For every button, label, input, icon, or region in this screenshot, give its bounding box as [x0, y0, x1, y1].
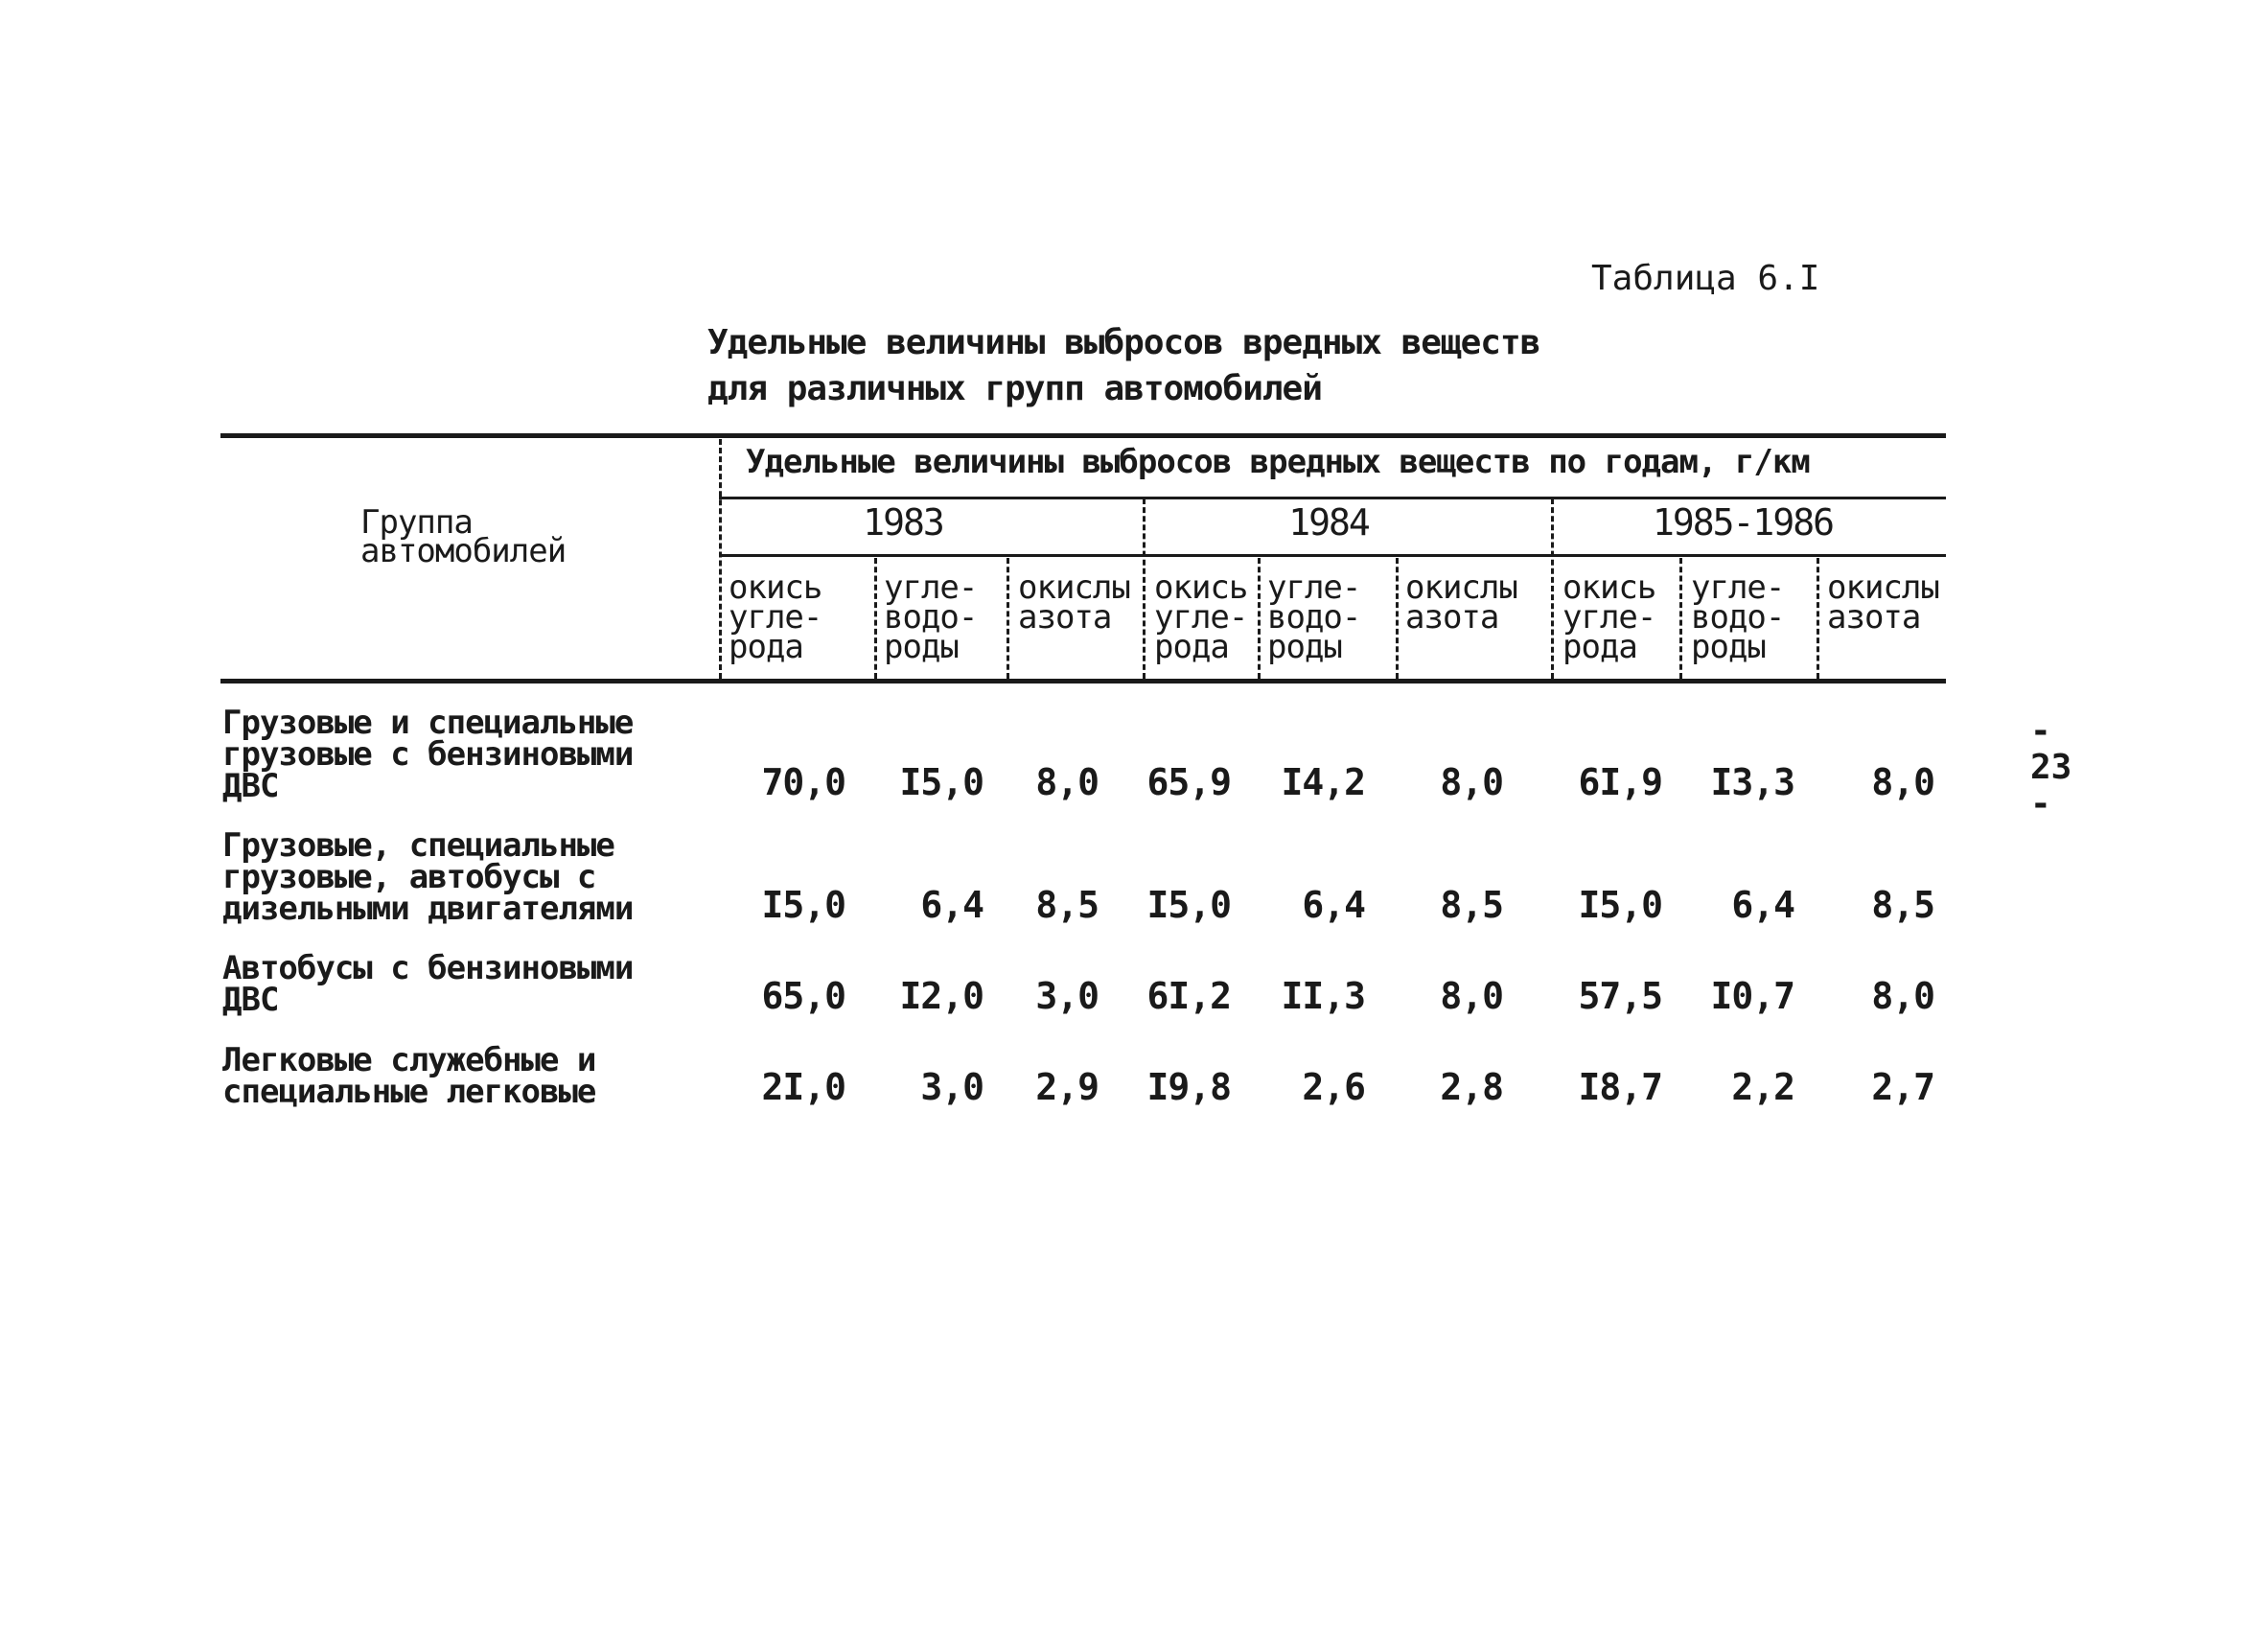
divider-group-column	[719, 439, 722, 679]
title-line-2: для различных групп автомобилей	[707, 369, 1322, 408]
subheader-hc-1985: угле- водо- роды	[1691, 568, 1785, 666]
divider-year-1984	[1143, 498, 1146, 679]
row-2-group: Грузовые, специальные грузовые, автобусы с дизельными двигателями	[222, 826, 634, 928]
divider-sub-3	[1258, 558, 1261, 679]
year-header-rule	[719, 554, 1946, 557]
span-header-rule	[719, 497, 1946, 499]
row-2-value: 6,4	[920, 884, 984, 926]
row-1-value: 8,0	[1035, 761, 1099, 803]
row-1-value: 6I,9	[1578, 761, 1662, 803]
row-3-value: 8,0	[1871, 975, 1934, 1017]
row-2-value: 8,5	[1035, 884, 1099, 926]
row-4-group: Легковые служебные и специальные легковые	[222, 1041, 596, 1111]
row-1-value: I5,0	[899, 761, 984, 803]
row-2-value: I5,0	[1578, 884, 1662, 926]
subheader-hc-1984: угле- водо- роды	[1267, 568, 1361, 666]
row-1-value: I4,2	[1281, 761, 1365, 803]
divider-sub-2	[1007, 558, 1009, 679]
row-1-value: 8,0	[1440, 761, 1503, 803]
row-1-value: 8,0	[1871, 761, 1934, 803]
page-number-mark: - 23 -	[2030, 711, 2072, 823]
row-2-value: 6,4	[1731, 884, 1794, 926]
row-3-value: 65,0	[761, 975, 845, 1017]
row-1-group: Грузовые и специальные грузовые с бензиновыми ДВС	[222, 704, 634, 805]
subheader-co-1985: окись угле- рода	[1562, 568, 1656, 666]
subheader-co-1984: окись угле- рода	[1154, 568, 1248, 666]
row-3-value: 8,0	[1440, 975, 1503, 1017]
row-1-value: 65,9	[1146, 761, 1231, 803]
row-3-value: II,3	[1281, 975, 1365, 1017]
table-caption: Таблица 6.I	[1591, 259, 1820, 298]
row-2-value: 8,5	[1440, 884, 1503, 926]
row-2-value: I5,0	[761, 884, 845, 926]
row-4-value: 2I,0	[761, 1066, 845, 1108]
header-bottom-rule	[220, 679, 1946, 683]
year-header-1983: 1983	[863, 501, 943, 544]
row-4-value: I9,8	[1146, 1066, 1231, 1108]
subheader-nox-1985: окислы азота	[1827, 568, 1939, 637]
year-header-1984: 1984	[1288, 501, 1369, 544]
row-3-value: 6I,2	[1146, 975, 1231, 1017]
row-1-value: 70,0	[761, 761, 845, 803]
title-line-1: Удельные величины выбросов вредных веществ	[707, 323, 1540, 362]
top-rule	[220, 433, 1946, 438]
row-3-value: I0,7	[1710, 975, 1794, 1017]
subheader-nox-1984: окислы азота	[1405, 568, 1517, 637]
row-2-value: 8,5	[1871, 884, 1934, 926]
divider-sub-5	[1679, 558, 1682, 679]
row-3-value: I2,0	[899, 975, 984, 1017]
divider-year-1985	[1551, 498, 1554, 679]
row-3-group: Автобусы с бензиновыми ДВС	[222, 949, 634, 1019]
row-4-value: 2,8	[1440, 1066, 1503, 1108]
row-4-value: 2,2	[1731, 1066, 1794, 1108]
row-2-value: 6,4	[1302, 884, 1365, 926]
subheader-nox-1983: окислы азота	[1018, 568, 1130, 637]
row-4-value: 2,7	[1871, 1066, 1934, 1108]
row-4-value: 3,0	[920, 1066, 984, 1108]
row-4-value: I8,7	[1578, 1066, 1662, 1108]
subheader-hc-1983: угле- водо- роды	[884, 568, 978, 666]
subheader-co-1983: окись угле- рода	[729, 568, 822, 666]
row-2-value: I5,0	[1146, 884, 1231, 926]
divider-sub-4	[1396, 558, 1399, 679]
row-4-value: 2,9	[1035, 1066, 1099, 1108]
row-3-value: 3,0	[1035, 975, 1099, 1017]
divider-sub-1	[874, 558, 877, 679]
table-title	[707, 320, 1539, 412]
row-4-value: 2,6	[1302, 1066, 1365, 1108]
row-3-value: 57,5	[1578, 975, 1662, 1017]
row-1-value: I3,3	[1710, 761, 1794, 803]
group-column-header: Группа автомобилей	[360, 503, 567, 570]
divider-sub-6	[1817, 558, 1819, 679]
year-header-1985-1986: 1985-1986	[1653, 501, 1833, 544]
span-header: Удельные величины выбросов вредных веществ по годам, г/км	[746, 443, 1810, 481]
